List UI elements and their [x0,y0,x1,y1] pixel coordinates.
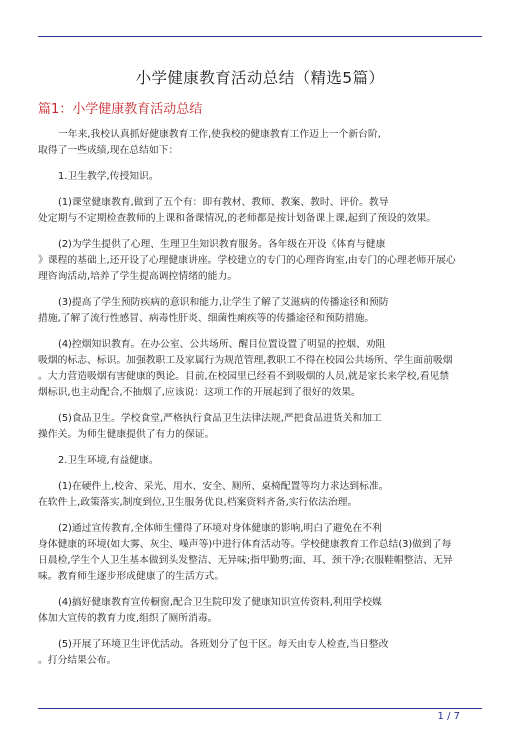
paragraph-line: (5)食品卫生。学校食堂,严格执行食品卫生法律法规,严把食品进货关和加工 [58,413,382,424]
paragraph-line: 。打分结果公布。 [38,655,117,666]
paragraph-line: 措施,了解了流行性感冒、病毒性肝炎、细菌性痢疾等的传播途径和预防措施。 [38,313,375,324]
page-number: 1 / 7 [437,711,460,722]
paragraph-line: 》课程的基础上,还开设了心理健康讲座。学校建立的专门的心理咨询室,由专门的心理老师开展心 [38,255,456,266]
paragraph-line: (4)搞好健康教育宣传橱窗,配合卫生院印发了健康知识宣传资料,利用学校媒 [58,597,382,608]
paragraph-line: (2)为学生提供了心理、生理卫生知识教育服务。各年级在开设《体育与健康 [58,239,386,250]
body-paragraph [38,411,482,443]
paragraph-line: 一年来,我校认真抓好健康教育工作,使我校的健康教育工作迈上一个新台阶, [58,129,381,140]
body-paragraph [38,479,482,511]
document-title: 小学健康教育活动总结（精选5篇） [135,69,385,87]
body-paragraph [38,295,482,327]
body-paragraph [38,521,482,585]
paragraph-line: 在软件上,政策落实,制度到位,卫生服务优良,档案资料齐备,实行依法治理。 [38,497,358,508]
body-paragraph [38,195,482,227]
body-paragraph [38,237,482,285]
paragraph-line: 味。教育师生逐步形成健康了的生活方式。 [38,571,225,582]
header-rule [38,36,482,37]
paragraph-line: (3)提高了学生预防疾病的意识和能力,让学生了解了艾滋病的传播途径和预防 [58,297,389,308]
body-paragraph [38,453,482,469]
section-title: 篇1：小学健康教育活动总结 [38,102,203,117]
paragraph-line: 取得了一些成绩,现在总结如下： [38,145,179,156]
document-body [38,127,482,679]
paragraph-line: 处定期与不定期检查教师的上课和备课情况,的老师都是按计划备课上课,起到了预设的效果。 [38,213,437,224]
paragraph-line: (1)课堂健康教育,做到了五个有：即有教材、教师、教案、教时、评价。教导 [58,197,389,208]
footer-rule [38,708,482,709]
paragraph-line: 吸烟的标志、标识。加强教职工及家属行为规范管理,教职工不得在校园公共场所、学生面前吸烟 [38,355,453,366]
paragraph-line: 烟标识,也主动配合,不抽烟了,应该说：这项工作的开展起到了很好的效果。 [38,387,361,398]
paragraph-line: 身体健康的环境(如大雾、灰尘、噪声等)中进行体育活动等。学校健康教育工作总结(3)做到了每 [38,539,452,550]
paragraph-line: 日晨检,学生个人卫生基本做到头发整洁、无异味;指甲勤剪;面、耳、颈干净;衣服鞋帽整洁、无异 [38,555,453,566]
paragraph-line: 理咨询活动,培养了学生提高调控情绪的能力。 [38,271,238,282]
body-paragraph [38,637,482,669]
paragraph-line: 。大力营造吸烟有害健康的舆论。目前,在校园里已经看不到吸烟的人员,就是家长来学校,看见禁 [38,371,450,382]
paragraph-line: (2)通过宣传教育,全体师生懂得了环境对身体健康的影响,明白了避免在不利 [58,523,382,534]
paragraph-line: 1.卫生教学,传授知识。 [58,171,159,182]
paragraph-line: 体加大宣传的教育力度,组织了厕所消毒。 [38,613,218,624]
paragraph-line: 操作关。为师生健康提供了有力的保证。 [38,429,215,440]
paragraph-line: (1)在硬件上,校舍、采光、用水、安全、厕所、桌椅配置等均力求达到标准。 [58,481,389,492]
body-paragraph [38,169,482,185]
paragraph-line: (4)控烟知识教育。在办公室、公共场所、醒目位置设置了明显的控烟、劝阻 [58,339,386,350]
body-paragraph [38,595,482,627]
paragraph-line: (5)开展了环境卫生评优活动。各班划分了包干区。每天由专人检查,当日整改 [58,639,389,650]
body-paragraph [38,127,482,159]
paragraph-line: 2.卫生环境,有益健康。 [58,455,159,466]
body-paragraph [38,337,482,401]
